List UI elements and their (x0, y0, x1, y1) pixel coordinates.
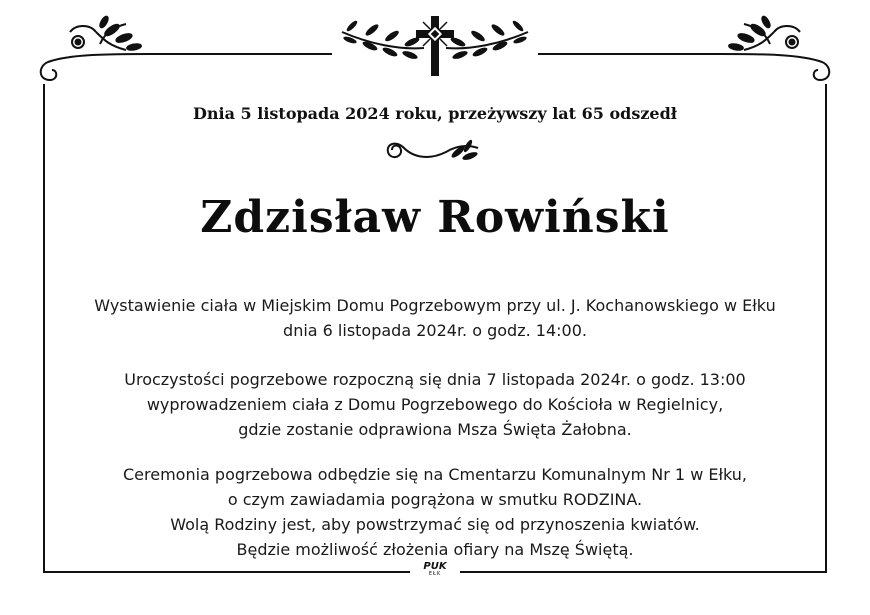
paragraph-line: dnia 6 listopada 2024r. o godz. 14:00. (283, 321, 587, 340)
logo-sub-text: EŁK (428, 571, 442, 577)
paragraph-line: Wolą Rodziny jest, aby powstrzymać się od przynoszenia kwiatów. (170, 515, 700, 534)
paragraph-line: o czym zawiadamia pogrążona w smutku RODZINA. (227, 490, 643, 509)
floral-scroll-left-icon (41, 16, 150, 96)
deceased-name: Zdzisław Rowiński (200, 192, 670, 243)
paragraph-line: Ceremonia pogrzebowa odbędzie się na Cmentarzu Komunalnym Nr 1 w Ełku, (122, 465, 748, 484)
cross-with-laurel-icon (342, 16, 528, 76)
paragraph-line: gdzie zostanie odprawiona Msza Święta Żałobna. (238, 420, 632, 439)
ceremony-paragraph (40, 367, 830, 442)
viewing-paragraph (40, 293, 830, 343)
logo-main-text: PUK (423, 561, 447, 572)
burial-paragraph (40, 462, 830, 562)
puk-logo (412, 562, 458, 577)
paragraph-line: Wystawienie ciała w Miejskim Domu Pogrzebowym przy ul. J. Kochanowskiego w Ełku (94, 296, 776, 315)
vine-leaf-divider-icon (388, 139, 479, 162)
floral-scroll-right-icon (720, 16, 829, 96)
paragraph-line: Uroczystości pogrzebowe rozpoczną się dnia 7 listopada 2024r. o godz. 13:00 (124, 370, 746, 389)
paragraph-line: wyprowadzeniem ciała z Domu Pogrzebowego do Kościoła w Regielnicy, (146, 395, 724, 414)
notice-headline: Dnia 5 listopada 2024 roku, przeżywszy lat 65 odszedł (193, 104, 677, 123)
paragraph-line: Będzie możliwość złożenia ofiary na Mszę Świętą. (236, 540, 634, 559)
